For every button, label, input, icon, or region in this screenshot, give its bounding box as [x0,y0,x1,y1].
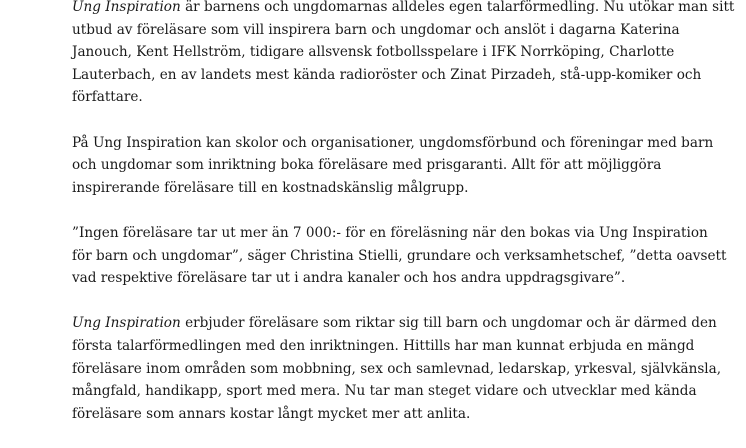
text-run: föreläsare som annars kostar långt mycket mer att anlita. [72,405,471,422]
paragraph [72,222,727,290]
text-run: föreläsare inom områden som mobbning, sex och samlevnad, ledarskap, yrkesval, självkänsla, [72,360,722,377]
document-page [72,0,735,448]
text-run: vad respektive föreläsare tar ut i andra kanaler och hos andra uppdragsgivare”. [72,270,626,287]
text-line [72,41,682,64]
italic-text-run: Ung Inspiration [72,315,181,332]
text-line [72,0,735,19]
text-run: mångfald, handikapp, sport med mera. Nu tar man steget vidare och utvecklar med kända [72,383,697,400]
text-run: är barnens och ungdomarnas alldeles egen talarförmedling. Nu utökar man sitt [180,0,735,15]
text-line [72,64,702,87]
text-run: Lauterbach, en av landets mest kända radioröster och Zinat Pirzadeh, stå-upp-komiker och [72,66,702,83]
text-run: utbud av föreläsare som vill inspirera barn och ungdomar och anslöt i dagarna Katerina [72,21,680,38]
text-run: och ungdomar som inriktning boka föreläsare med prisgaranti. Allt för att möjliggöra [72,157,662,174]
italic-text-run: Ung Inspiration [72,0,181,15]
text-run: På Ung Inspiration kan skolor och organisationer, ungdomsförbund och föreningar med barn [72,134,714,151]
text-run: författare. [72,89,143,106]
text-line [72,380,697,403]
paragraph [72,0,735,109]
text-line [72,245,727,268]
text-line [72,403,682,426]
text-line [72,154,682,177]
text-run: för barn och ungdomar”, säger Christina Stielli, grundare och verksamhetschef, ”detta oavsett [72,247,727,264]
text-line [72,335,695,358]
text-line [72,267,682,290]
text-run: ”Ingen föreläsare tar ut mer än 7 000:- för en föreläsning när den bokas via Ung Inspiration [72,224,708,241]
text-line [72,312,717,335]
text-line [72,358,722,381]
text-line [72,86,682,109]
paragraph [72,312,722,425]
text-run: Janouch, Kent Hellström, tidigare allsvensk fotbollsspelare i IFK Norrköping, Charlotte [72,44,675,61]
text-line [72,177,682,200]
text-run: inspirerande föreläsare till en kostnadskänslig målgrupp. [72,179,469,196]
text-line [72,19,682,42]
text-line [72,222,708,245]
text-run: erbjuder föreläsare som riktar sig till barn och ungdomar och är därmed den [180,315,717,332]
text-run: första talarförmedlingen med den inriktningen. Hittills har man kunnat erbjuda en mängd [72,337,695,354]
paragraph [72,132,714,200]
text-line [72,132,714,155]
